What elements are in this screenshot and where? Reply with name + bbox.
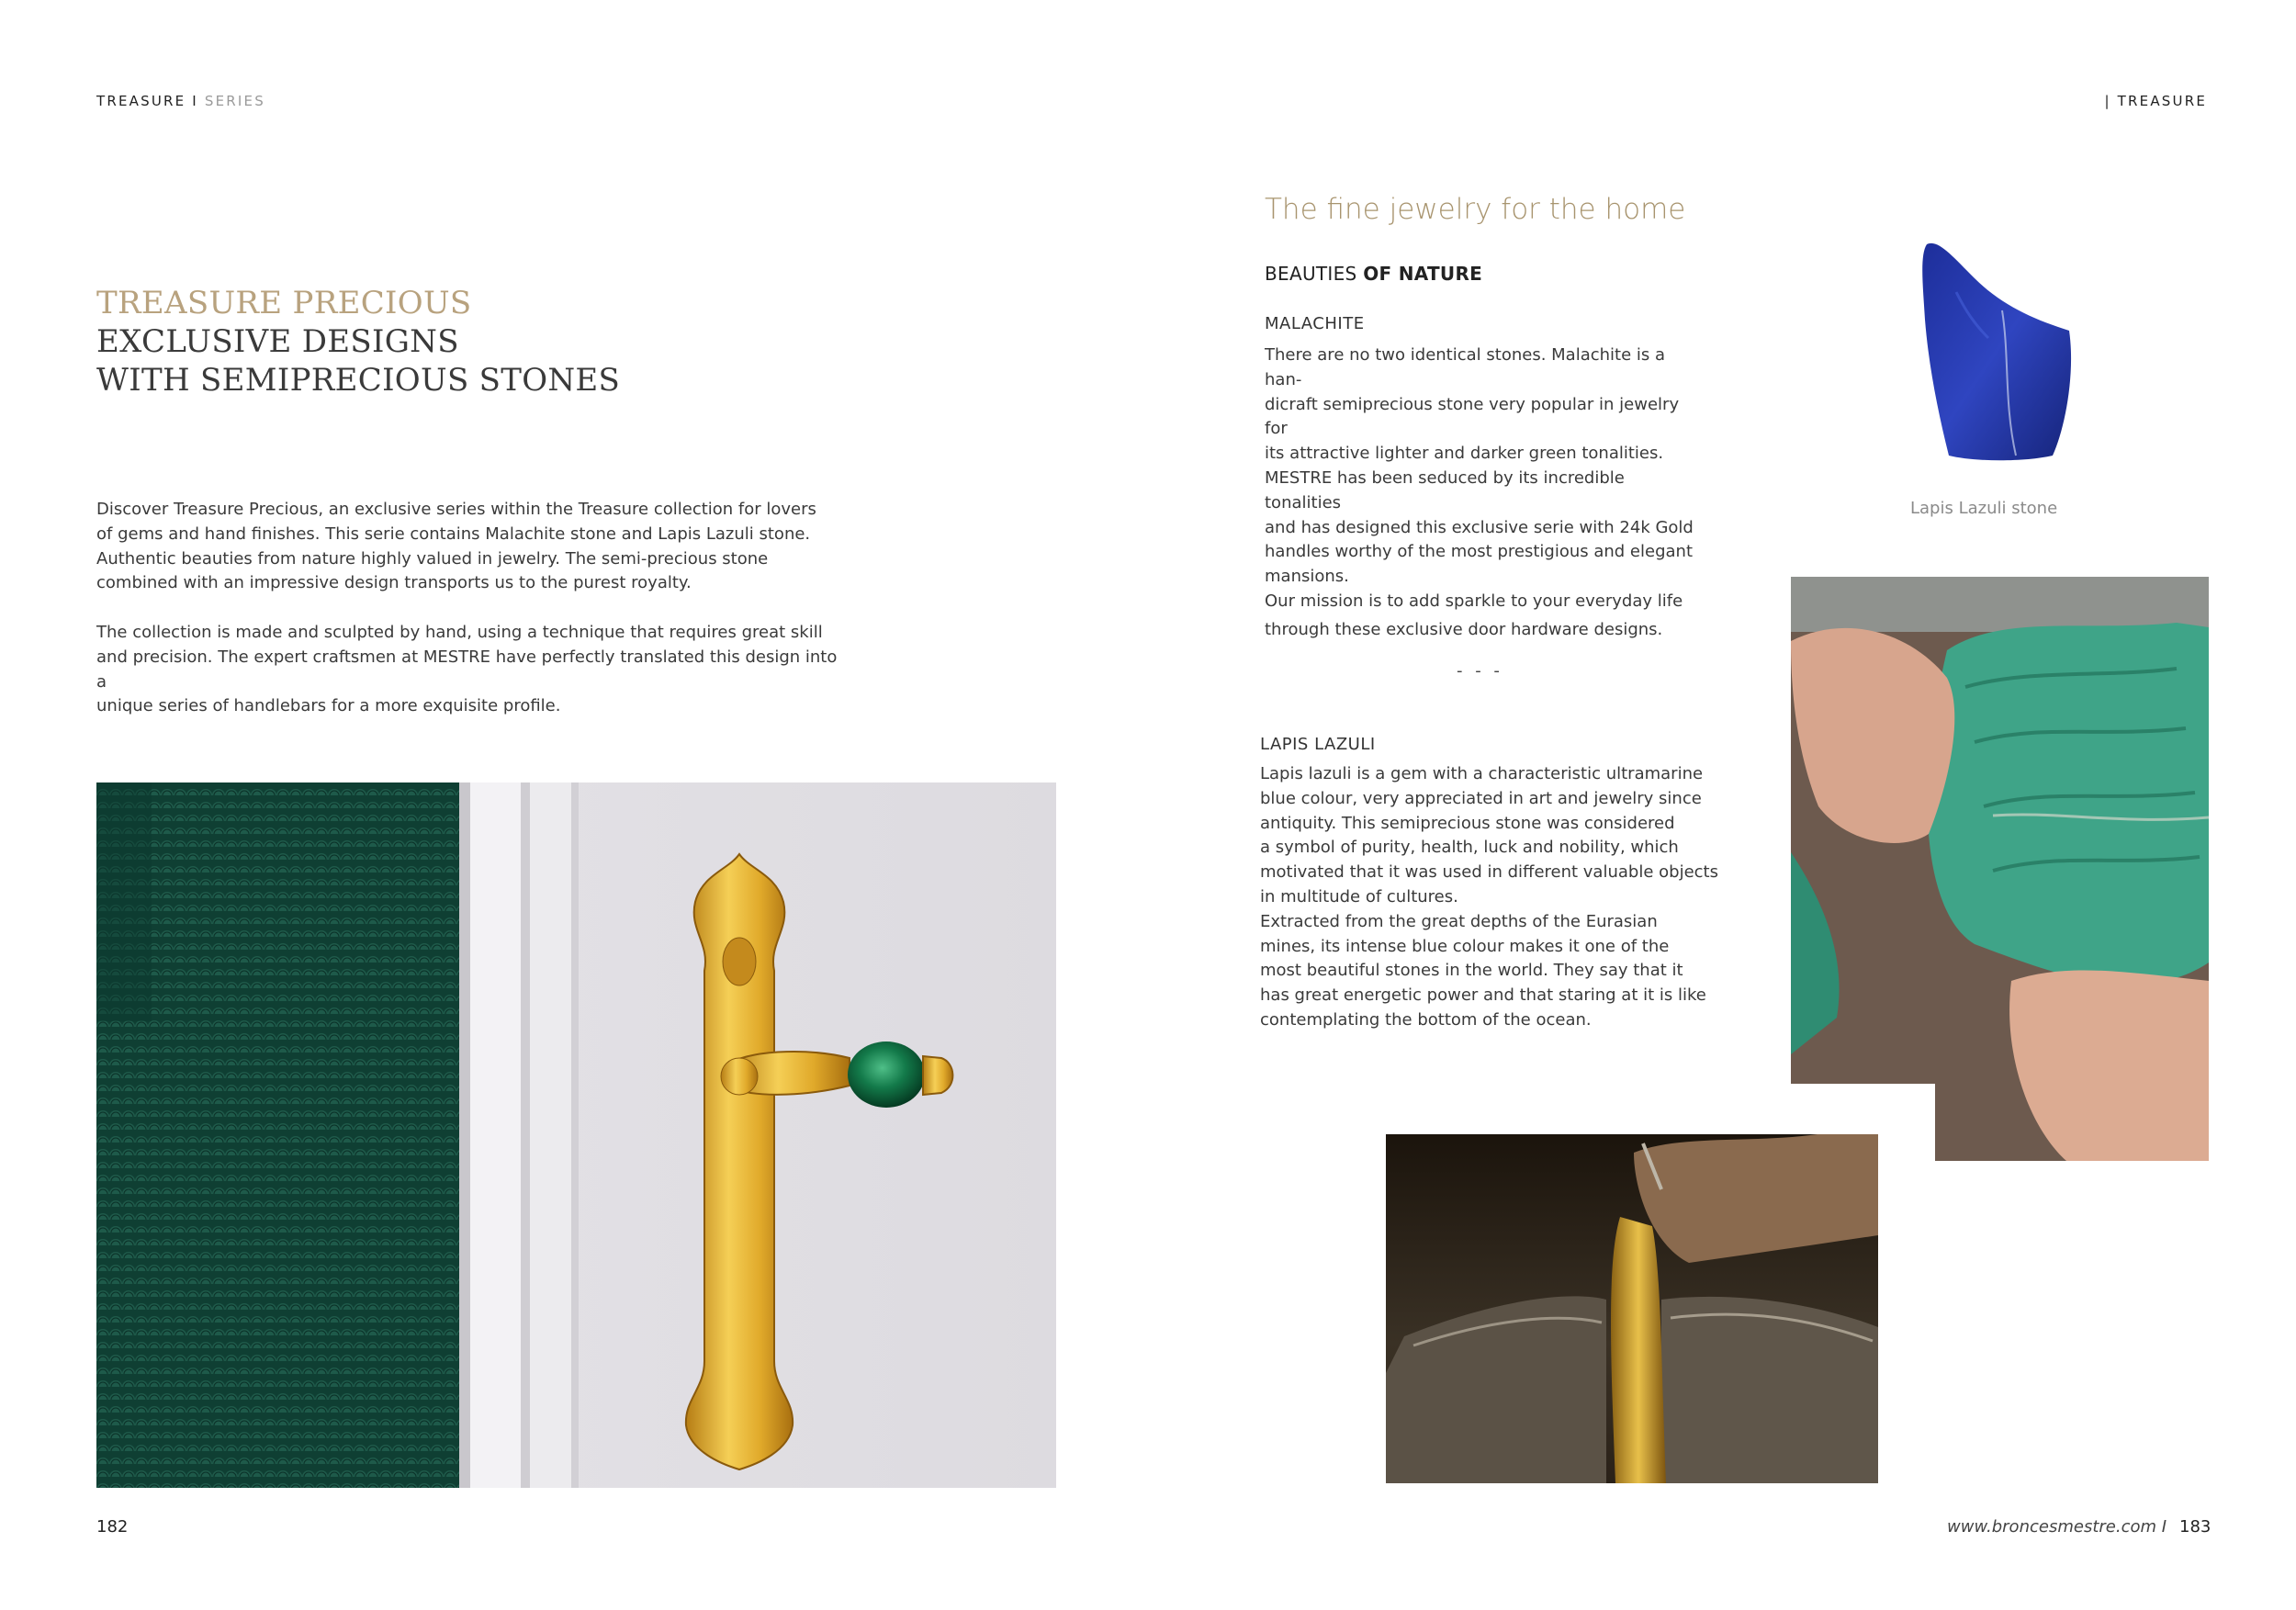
lapis-line: most beautiful stones in the world. They say that it	[1260, 961, 1683, 981]
lapis-line: antiquity. This semiprecious stone was considered	[1260, 813, 1675, 833]
subheading-bold: OF NATURE	[1363, 263, 1483, 285]
lapis-line: blue colour, very appreciated in art and jewelry since	[1260, 788, 1702, 808]
malachite-line: Our mission is to add sparkle to your everyday life	[1265, 591, 1683, 611]
malachite-line: through these exclusive door hardware designs.	[1265, 619, 1663, 639]
running-header-right	[2104, 93, 2207, 109]
intro-line: of gems and hand finishes. This serie contains Malachite stone and Lapis Lazuli stone.	[96, 524, 811, 544]
malachite-heading: MALACHITE	[1265, 314, 1365, 333]
malachite-line: mansions.	[1265, 567, 1349, 587]
title-line-2: EXCLUSIVE DESIGNS	[96, 323, 459, 360]
intro-line: and precision. The expert craftsmen at MESTRE have perfectly translated this design into a	[96, 647, 838, 692]
lapis-line: Lapis lazuli is a gem with a characteristic ultramarine	[1260, 764, 1704, 783]
malachite-line: its attractive lighter and darker green tonalities.	[1265, 444, 1664, 464]
lapis-line: contemplating the bottom of the ocean.	[1260, 1009, 1592, 1030]
malachite-text	[1265, 343, 1705, 643]
lapis-line: mines, its intense blue colour makes it one of the	[1260, 936, 1670, 956]
malachite-line: MESTRE has been seduced by its incredible tonalities	[1265, 467, 1625, 512]
intro-paragraph-2	[96, 621, 850, 719]
lapis-line: has great energetic power and that staring at it is like	[1260, 985, 1706, 1006]
intro-line: unique series of handlebars for a more exquisite profile.	[96, 696, 561, 716]
intro-line: combined with an impressive design transports us to the purest royalty.	[96, 573, 692, 593]
intro-line: Discover Treasure Precious, an exclusive series within the Treasure collection for lovers	[96, 500, 816, 519]
lapis-text	[1260, 762, 1719, 1033]
intro-paragraph-1	[96, 498, 831, 596]
intro-line: The collection is made and sculpted by hand, using a technique that requires great skill	[96, 623, 823, 642]
page-title	[96, 284, 620, 400]
handle-photo	[96, 782, 1056, 1488]
tagline: The fine jewelry for the home	[1265, 193, 1686, 226]
running-header-right-bar: |	[2104, 93, 2111, 109]
malachite-line: There are no two identical stones. Malachite is a han-	[1265, 345, 1666, 389]
page-number-right: 183	[2179, 1517, 2212, 1537]
lapis-line: motivated that it was used in different valuable objects	[1260, 862, 1718, 883]
craftsman-photo	[1386, 1134, 1878, 1483]
running-header-left	[96, 93, 265, 109]
running-header-right-main: TREASURE	[2117, 93, 2207, 109]
section-separator: - - -	[1457, 661, 1503, 681]
running-header-left-main: TREASURE I	[96, 93, 198, 109]
title-line-1: TREASURE PRECIOUS	[96, 285, 472, 321]
malachite-line: handles worthy of the most prestigious and elegant	[1265, 542, 1694, 562]
page-number-left: 182	[96, 1517, 129, 1537]
running-header-left-sub: SERIES	[204, 93, 265, 109]
intro-line: Authentic beauties from nature highly valued in jewelry. The semi-precious stone	[96, 548, 769, 569]
malachite-hands-photo	[1791, 577, 2209, 1161]
lapis-line: a symbol of purity, health, luck and nobility, which	[1260, 838, 1679, 858]
lapis-heading: LAPIS LAZULI	[1260, 735, 1376, 754]
subheading-light: BEAUTIES	[1265, 263, 1357, 285]
title-line-3: WITH SEMIPRECIOUS STONES	[96, 362, 621, 399]
lapis-line: in multitude of cultures.	[1260, 886, 1458, 906]
lapis-line: Extracted from the great depths of the Eurasian	[1260, 911, 1658, 931]
malachite-line: and has designed this exclusive serie with 24k Gold	[1265, 517, 1694, 537]
lapis-stone-image	[1901, 237, 2085, 467]
subheading	[1265, 263, 1482, 285]
stone-caption: Lapis Lazuli stone	[1910, 499, 2058, 518]
website-url: www.broncesmestre.com I	[1947, 1517, 2167, 1537]
malachite-line: dicraft semiprecious stone very popular in jewelry for	[1265, 394, 1680, 439]
